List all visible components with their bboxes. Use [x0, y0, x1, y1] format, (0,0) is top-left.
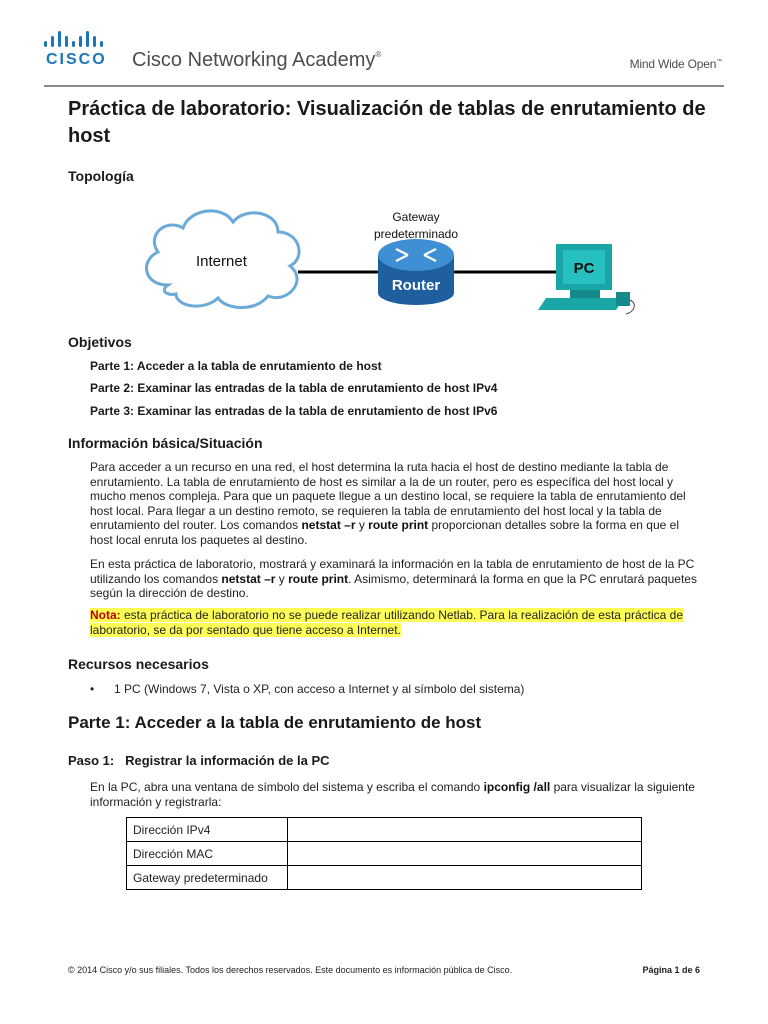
- internet-label: Internet: [196, 253, 247, 270]
- router-icon: [378, 239, 454, 305]
- table-label-cell: Gateway predeterminado: [127, 866, 288, 890]
- bullet-icon: •: [90, 682, 95, 696]
- part-1-heading: Parte 1: Acceder a la tabla de enrutamiento de host: [68, 713, 482, 732]
- table-value-cell[interactable]: [288, 866, 642, 890]
- step-1-heading: Paso 1: Registrar la información de la PC: [68, 753, 330, 768]
- footer-page-number: Página 1 de 6: [642, 965, 700, 975]
- table-value-cell[interactable]: [288, 842, 642, 866]
- gateway-label-line2: predeterminado: [373, 227, 459, 241]
- table-row: [127, 842, 642, 866]
- router-label: Router: [391, 277, 441, 294]
- header-divider: [44, 85, 724, 87]
- objective-item: Parte 1: Acceder a la tabla de enrutamiento de host: [90, 359, 382, 373]
- gateway-label-line1: Gateway: [392, 210, 440, 224]
- tagline: Mind Wide Open™: [629, 57, 722, 71]
- footer-copyright: © 2014 Cisco y/o sus filiales. Todos los derechos reservados. Este documento es información pública de Cisco.: [68, 965, 513, 975]
- table-row: [127, 818, 642, 842]
- document-title: Práctica de laboratorio: Visualización de tablas de enrutamiento de host: [68, 98, 706, 147]
- resource-list-item: • 1 PC (Windows 7, Vista o XP, con acceso a Internet y al símbolo del sistema): [90, 682, 525, 696]
- section-resources-heading: Recursos necesarios: [68, 656, 209, 672]
- section-objectives-heading: Objetivos: [68, 334, 132, 350]
- section-topology-heading: Topología: [68, 168, 134, 184]
- background-paragraph-2: En esta práctica de laboratorio, mostrará y examinará la información en la tabla de enrutamiento de host de la PC utilizando los comandos netstat –r y route print. Asimismo, determinará la forma en que la PC enrutará paquetes según la dirección de destino.: [90, 557, 697, 600]
- cisco-logo-word: CISCO: [46, 51, 107, 68]
- background-paragraph-1: Para acceder a un recurso en una red, el host determina la ruta hacia el host de destino mediante la tabla de enrutamiento. La tabla de enrutamiento de host es similar a la de un router, pero es específica del host local y mucho menos compleja. Para que un paquete llegue a un destino local, se requiere la tabla de enrutamiento del host local. Para llegar a un destino remoto, se requieren la tabla de enrutamiento del host local y la tabla de enrutamiento del router. Los comandos netstat –r y route print proporcionan detalles sobre la forma en que el host local enruta los paquetes al destino.: [90, 460, 686, 547]
- section-background-heading: Información básica/Situación: [68, 435, 263, 451]
- step-1-instructions: En la PC, abra una ventana de símbolo del sistema y escriba el comando ipconfig /all para visualizar la siguiente información y registrarla:: [90, 780, 695, 809]
- table-row: [127, 866, 642, 890]
- table-value-cell[interactable]: [288, 818, 642, 842]
- pc-info-table: [126, 817, 642, 890]
- topology-diagram: [138, 200, 638, 320]
- note-label: Nota:: [90, 608, 121, 622]
- pc-label: PC: [573, 260, 595, 277]
- pc-icon: [538, 244, 634, 314]
- objective-item: Parte 3: Examinar las entradas de la tabla de enrutamiento de host IPv6: [90, 404, 498, 418]
- academy-name: Cisco Networking Academy®: [132, 49, 382, 71]
- table-label-cell: Dirección IPv4: [127, 818, 288, 842]
- table-label-cell: Dirección MAC: [127, 842, 288, 866]
- lab-note: Nota: esta práctica de laboratorio no se puede realizar utilizando Netlab. Para la realización de esta práctica de laboratorio, se da por sentado que tiene acceso a Internet.: [90, 608, 684, 637]
- cisco-bars-icon: [44, 31, 114, 49]
- objective-item: Parte 2: Examinar las entradas de la tabla de enrutamiento de host IPv4: [90, 381, 498, 395]
